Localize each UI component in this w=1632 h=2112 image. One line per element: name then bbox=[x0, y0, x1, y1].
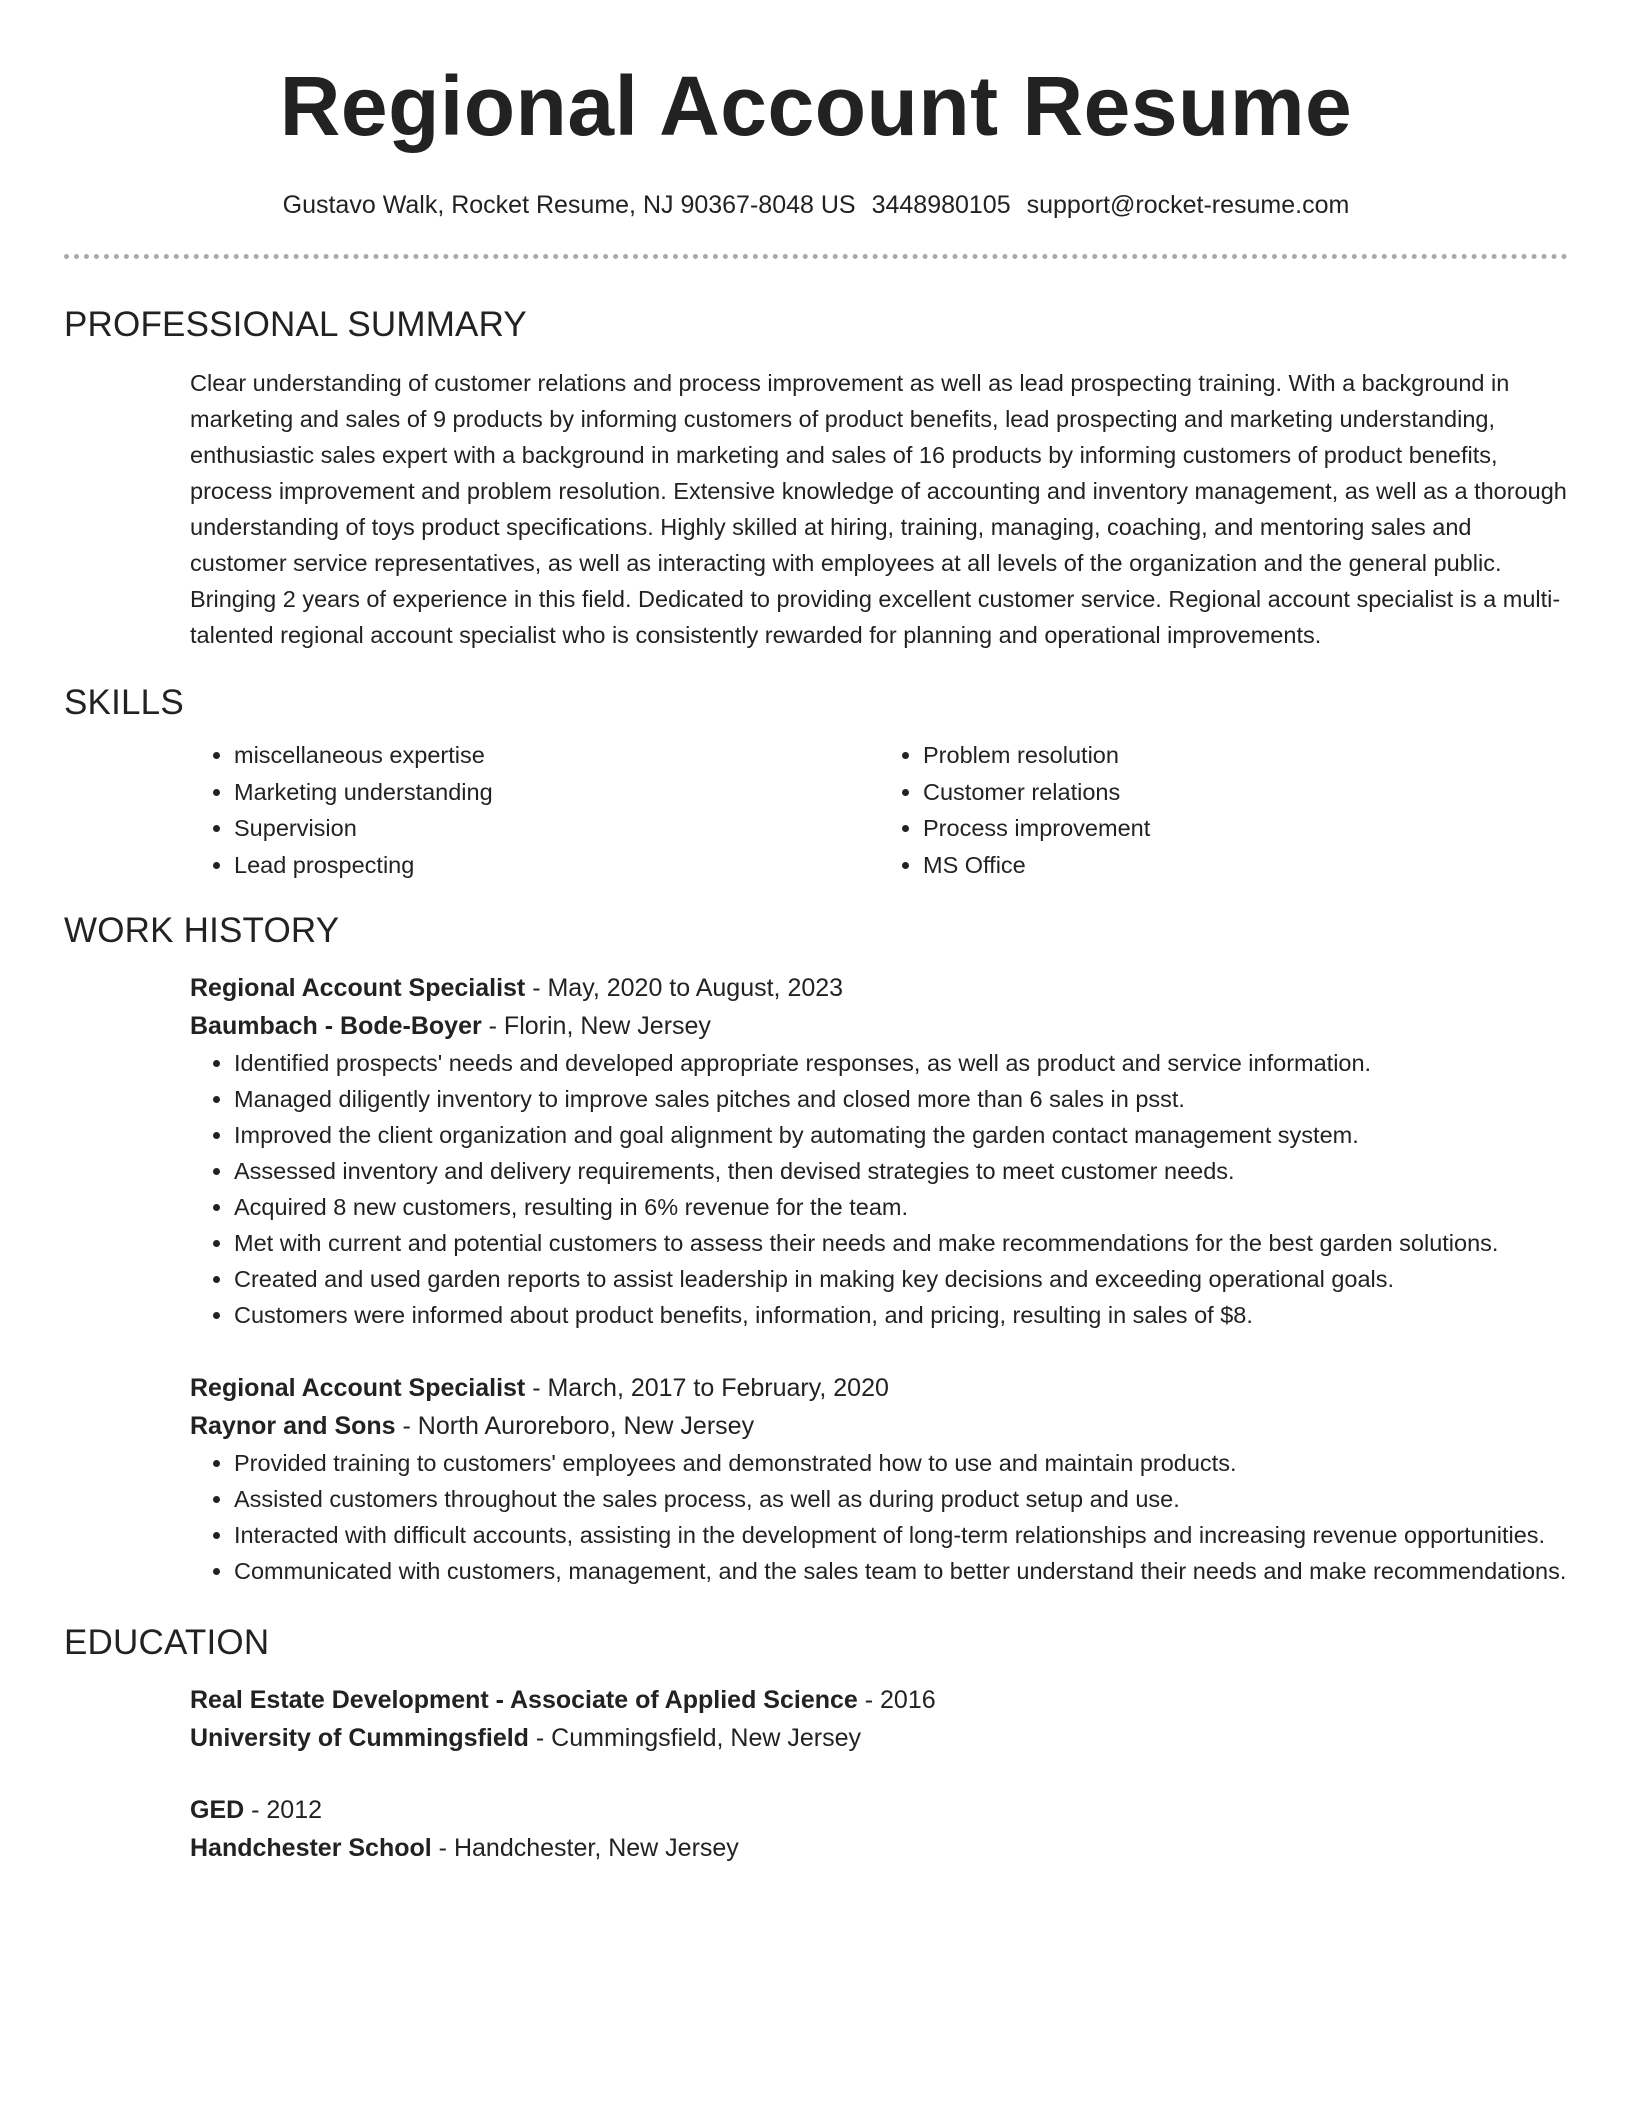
job-company-line bbox=[190, 1407, 1568, 1445]
job-bullet: • Assisted customers throughout the sales process, as well as during product setup and use. bbox=[234, 1481, 1568, 1517]
skill-item: • Process improvement bbox=[923, 810, 1568, 847]
job-company: Baumbach - Bode-Boyer bbox=[190, 1012, 482, 1040]
skill-item: • miscellaneous expertise bbox=[234, 737, 879, 774]
education-heading: EDUCATION bbox=[64, 1623, 270, 1662]
contact-email: support@rocket-resume.com bbox=[1026, 191, 1350, 219]
job-bullet: • Acquired 8 new customers, resulting in 6% revenue for the team. bbox=[234, 1189, 1568, 1225]
skills-list bbox=[190, 737, 1568, 883]
job-bullet: • Met with current and potential customers to assess their needs and make recommendations for the best garden solutions. bbox=[234, 1225, 1568, 1261]
header-divider bbox=[64, 254, 1568, 259]
work-history-heading: WORK HISTORY bbox=[64, 911, 340, 950]
job-company: Raynor and Sons bbox=[190, 1412, 396, 1440]
education-school: University of Cummingsfield bbox=[190, 1724, 529, 1752]
job-bullet: • Created and used garden reports to assist leadership in making key decisions and exceeding operational goals. bbox=[234, 1261, 1568, 1297]
job-role: Regional Account Specialist bbox=[190, 974, 526, 1002]
education-degree-line bbox=[190, 1791, 1568, 1829]
skill-item: • Lead prospecting bbox=[234, 847, 879, 884]
education-entry bbox=[190, 1681, 1568, 1757]
summary-text: Clear understanding of customer relations and process improvement as well as lead prospecting training. With a background in marketing and sales of 9 products by informing customers of product benefits, lead prospecting and marketing understanding, enthusiastic sales expert with a background in marketing and sales of 16 products by informing customers of product benefits, process improvement and problem resolution. Extensive knowledge of accounting and inventory management, as well as a thorough understanding of toys product specifications. Highly skilled at hiring, training, managing, coaching, and mentoring sales and customer service representatives, as well as interacting with employees at all levels of the organization and the general public. Bringing 2 years of experience in this field. Dedicated to providing excellent customer service. Regional account specialist is a multi-talented regional account specialist who is consistently rewarded for planning and operational improvements. bbox=[190, 370, 1567, 648]
contact-phone: 3448980105 bbox=[871, 191, 1011, 219]
job-bullet: • Communicated with customers, management, and the sales team to better understand their needs and make recommendations. bbox=[234, 1553, 1568, 1589]
job-entry bbox=[190, 969, 1568, 1333]
education-location: - Cummingsfield, New Jersey bbox=[528, 1724, 861, 1752]
contact-line bbox=[64, 190, 1568, 220]
education-degree-line bbox=[190, 1681, 1568, 1719]
job-bullet: • Managed diligently inventory to improve sales pitches and closed more than 6 sales in psst. bbox=[234, 1081, 1568, 1117]
summary-heading: PROFESSIONAL SUMMARY bbox=[64, 305, 527, 344]
job-company-line bbox=[190, 1007, 1568, 1045]
job-location: - North Auroreboro, New Jersey bbox=[395, 1412, 755, 1440]
job-location: - Florin, New Jersey bbox=[481, 1012, 711, 1040]
education-degree: Real Estate Development - Associate of Applied Science bbox=[190, 1686, 858, 1714]
resume-page bbox=[64, 0, 1568, 1867]
skills-heading: SKILLS bbox=[64, 683, 184, 722]
contact-address: Gustavo Walk, Rocket Resume, NJ 90367-8048 US bbox=[282, 191, 856, 219]
skill-item: • Marketing understanding bbox=[234, 774, 879, 811]
job-bullet: • Improved the client organization and goal alignment by automating the garden contact management system. bbox=[234, 1117, 1568, 1153]
skill-item: • Supervision bbox=[234, 810, 879, 847]
job-bullet: • Assessed inventory and delivery requirements, then devised strategies to meet customer needs. bbox=[234, 1153, 1568, 1189]
job-dates: - March, 2017 to February, 2020 bbox=[525, 1374, 889, 1402]
education-entry bbox=[190, 1791, 1568, 1867]
job-bullet: • Interacted with difficult accounts, assisting in the development of long-term relationships and increasing revenue opportunities. bbox=[234, 1517, 1568, 1553]
job-bullet: • Customers were informed about product benefits, information, and pricing, resulting in sales of $8. bbox=[234, 1297, 1568, 1333]
job-bullets bbox=[190, 1045, 1568, 1333]
job-bullet: • Identified prospects' needs and developed appropriate responses, as well as product and service information. bbox=[234, 1045, 1568, 1081]
education-location: - Handchester, New Jersey bbox=[431, 1834, 739, 1862]
education-school: Handchester School bbox=[190, 1834, 432, 1862]
education-school-line bbox=[190, 1719, 1568, 1757]
skill-item: • Customer relations bbox=[923, 774, 1568, 811]
job-title-line bbox=[190, 969, 1568, 1007]
education-degree: GED bbox=[190, 1796, 245, 1824]
skill-item: • MS Office bbox=[923, 847, 1568, 884]
education-year: - 2012 bbox=[244, 1796, 323, 1824]
education-school-line bbox=[190, 1829, 1568, 1867]
education-year: - 2016 bbox=[857, 1686, 936, 1714]
skill-item: • Problem resolution bbox=[923, 737, 1568, 774]
job-title-line bbox=[190, 1369, 1568, 1407]
resume-title: Regional Account Resume bbox=[279, 59, 1353, 153]
job-entry bbox=[190, 1369, 1568, 1589]
skills-column-left bbox=[190, 737, 879, 883]
job-bullet: • Provided training to customers' employees and demonstrated how to use and maintain products. bbox=[234, 1445, 1568, 1481]
job-role: Regional Account Specialist bbox=[190, 1374, 526, 1402]
job-dates: - May, 2020 to August, 2023 bbox=[525, 974, 844, 1002]
skills-column-right bbox=[879, 737, 1568, 883]
job-bullets bbox=[190, 1445, 1568, 1589]
